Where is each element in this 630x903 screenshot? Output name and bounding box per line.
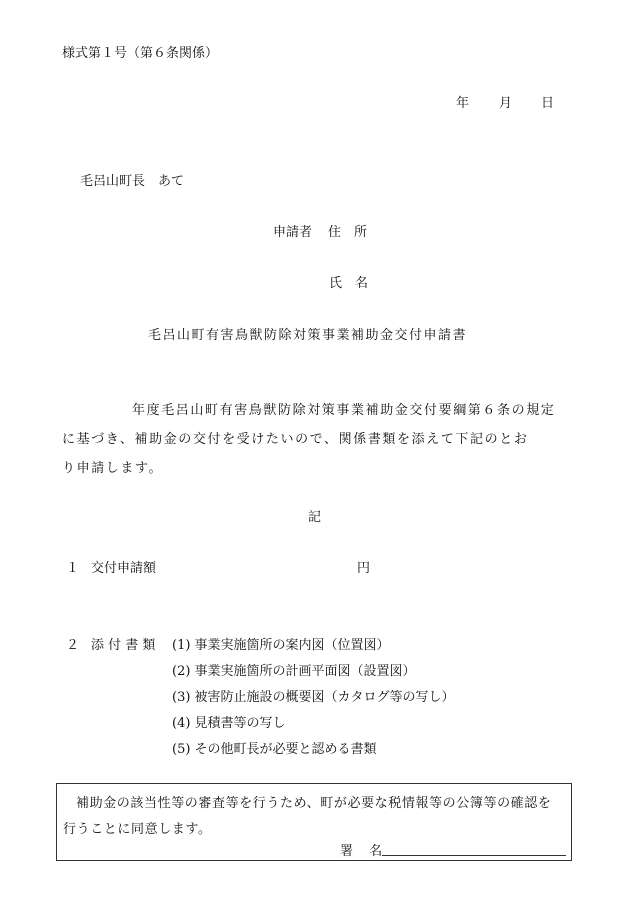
consent-box <box>56 783 572 861</box>
attachment-item: (4) 見積書等の写し <box>172 716 286 731</box>
date-day: 日 <box>541 96 555 111</box>
attachment-item: (2) 事業実施箇所の計画平面図（設置図） <box>172 664 416 679</box>
body-line: 年度毛呂山町有害鳥獣防除対策事業補助金交付要綱第６条の規定 <box>132 403 556 418</box>
form-number: 様式第１号（第６条関係） <box>62 46 219 61</box>
signature-line[interactable] <box>382 855 566 856</box>
signature-label: 署 名 <box>340 844 389 859</box>
consent-text <box>63 791 568 843</box>
body-line: り申請します。 <box>62 461 164 476</box>
date-year: 年 <box>456 96 470 111</box>
body-line: に基づき、補助金の交付を受けたいので、関係書類を添えて下記のとお <box>62 432 529 447</box>
item-1-unit: 円 <box>357 561 371 576</box>
consent-line: 補助金の該当性等の審査等を行うため、町が必要な税情報等の公簿等の確認を <box>76 796 552 811</box>
item-1-number: １ <box>66 561 80 576</box>
date-month: 月 <box>499 96 513 111</box>
application-body <box>62 396 572 483</box>
applicant-label: 申請者 <box>273 225 313 240</box>
ki-heading: 記 <box>308 510 322 525</box>
address-label: 住 所 <box>328 225 368 240</box>
item-1-label: 交付申請額 <box>91 561 157 576</box>
attachment-item: (1) 事業実施箇所の案内図（位置図） <box>172 638 390 653</box>
item-2-number: ２ <box>66 638 80 653</box>
item-2-label: 添 付 書 類 <box>91 638 156 653</box>
name-label: 氏 名 <box>329 276 369 291</box>
addressee: 毛呂山町長 あて <box>80 174 185 189</box>
attachment-item: (5) その他町長が必要と認める書類 <box>172 742 377 757</box>
document-title: 毛呂山町有害鳥獣防除対策事業補助金交付申請書 <box>148 328 468 343</box>
attachment-item: (3) 被害防止施設の概要図（カタログ等の写し） <box>172 690 455 705</box>
consent-line: 行うことに同意します。 <box>63 822 212 837</box>
